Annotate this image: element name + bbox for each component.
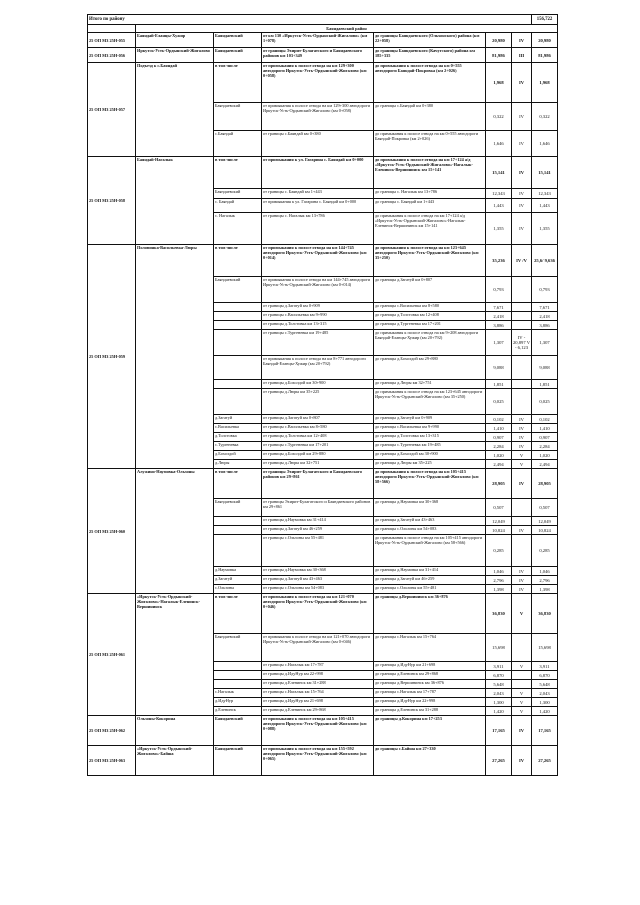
to-cell: до границы д.Толстовка км 12+408 [374,312,486,321]
category-cell: IV /V [512,245,532,277]
length-cell: 28,905 [486,469,512,499]
road-name: «Иркутск-Усть-Ордынский-Жигалово»-Байша [136,746,214,776]
to-cell: до границы Баяндаевского (Качугского) района км 185+335 [374,48,486,63]
category-cell: IV [512,567,532,576]
length-total-cell: 36,830 [532,594,558,634]
length-total-cell: 3,911 [532,662,558,671]
to-cell: до примыкания к полосе отвода на км 105+415 автодороги Иркутск-Усть-Ордынский-Жигалово (км 58+566) [374,469,486,499]
length-total-cell: 1,410 [532,424,558,433]
district-cell [214,526,262,535]
category-cell [512,312,532,321]
length-total-cell: 0,507 [532,499,558,517]
to-cell: до границы д.Вершининск км 36+876 [374,680,486,689]
district-cell: д.ИдуНур [214,698,262,707]
length-total-cell: 5,648 [532,680,558,689]
to-cell: до границы д.Загатуй км 43+463 [374,517,486,526]
category-cell: IV [512,442,532,451]
from-cell: от границы д.Еленинск км 29+868 [262,707,374,716]
category-cell: IV [512,131,532,157]
to-cell: до границы с.Васильевка км 9+990 [374,424,486,433]
to-cell: до границы с. Баяндай км 1+443 [374,199,486,213]
region-title: Баяндаевский район [136,25,558,33]
category-cell: IV [512,199,532,213]
category-cell: IV [512,63,532,103]
district-cell: Баяндаевский [214,103,262,131]
district-cell: с.Тургеневка [214,442,262,451]
from-cell: от примыкания к полосе отвода на км 144+745 автодороги Иркутск-Усть-Ордынский-Жигалово (км 0+014) [262,245,374,277]
from-cell: от границы д.Загатуй км 0+909 [262,303,374,312]
to-cell: до примыкания к полосе отвода на км 123+645 автодороги Иркутск-Усть-Ордынский-Жигалово (км 35+250) [374,389,486,415]
from-cell: от границы с. Нагалык км 13+786 [262,213,374,245]
district-cell: Баяндаевский [214,634,262,662]
district-cell: с.Нагалык [214,689,262,698]
to-cell: до границы д.Еленинск км 29+868 [374,671,486,680]
length-cell: 1,851 [486,380,512,389]
category-cell [512,671,532,680]
road-name: «Иркутск-Усть-Ордынский-Жигалово»-Нагалык-Еленинск-Вершининск [136,594,214,716]
from-cell: от границы Эхирит-Булагатского и Баяндаевского районов км 29+861 [262,499,374,517]
district-cell: д.Бохолдой [214,451,262,460]
road-name: Баяндай-Еланцы-Хужир [136,33,214,48]
to-cell: до границы д.Толстовка км 13+315 [374,433,486,442]
category-cell [512,535,532,567]
length-total-cell: 1,968 [532,63,558,103]
to-cell: до границы д.Наумовка км 31+414 [374,567,486,576]
length-total-cell: 12,343 [532,189,558,199]
to-cell: до примыкания к полосе отвода на км 9+208 автодороги Баяндай-Еланцы-Хужир (км 20+792) [374,330,486,356]
from-cell: от границы д.ИдуНур км 21+698 [262,698,374,707]
length-total-cell: 1,646 [532,131,558,157]
district-cell [214,671,262,680]
road-code: 25 ОП МЗ 25Н-062 [88,716,136,746]
length-total-cell: 28,905 [532,469,558,499]
road-name: Баяндай-Нагалык [136,157,214,245]
length-total-cell: 0,907 [532,433,558,442]
district-cell: с.Васильевка [214,424,262,433]
category-cell: IV [512,33,532,48]
category-cell: V [512,662,532,671]
length-cell: 1,398 [486,585,512,594]
road-name: Ользоны-Кокорина [136,716,214,746]
to-cell: до границы с.Тургеневка км 19+485 [374,442,486,451]
from-cell: от границы д.Люры км 32+751 [262,460,374,469]
to-cell: до границы д.Кокорина км 17+253 [374,716,486,746]
length-total-cell: 2,284 [532,442,558,451]
category-cell: IV [512,716,532,746]
to-cell: до границы с. Нагалык км 13+786 [374,189,486,199]
from-cell: от примыкания к ул. Гагарина с. Баяндай км 0+000 [262,199,374,213]
roads-table [87,14,558,776]
from-cell: от границы д.Толстовка км 12+408 [262,433,374,442]
length-cell: 20,980 [486,33,512,48]
length-total-cell: 20,980 [532,33,558,48]
district-cell: Баяндаевский [214,48,262,63]
length-total-cell: 15,698 [532,634,558,662]
from-cell: от примыкания к полосе отвода на км 129+300 автодороги Иркутск-Усть-Ордынский-Жигалово (км 0+058) [262,63,374,103]
to-cell: до примыкания к полосе отвода на км 0+555 автодороги Баяндай-Покровка (км 2+026) [374,63,486,103]
category-cell: IV [512,103,532,131]
district-cell: д.Люры [214,460,262,469]
to-cell: до границы с.Баяндай км 0+380 [374,103,486,131]
from-cell: от границы с.Ользоны км 55+481 [262,535,374,567]
length-cell: 1,420 [486,707,512,716]
length-total-cell: 2,043 [532,689,558,698]
category-cell: IV [512,746,532,776]
length-total-cell: 2,796 [532,576,558,585]
from-cell: от границы д.Наумовка км 30+368 [262,567,374,576]
to-cell: до границы с.Нагалык км 17+787 [374,689,486,698]
length-total-cell: 0,102 [532,415,558,424]
length-cell: 5,648 [486,680,512,689]
length-cell: 15,698 [486,634,512,662]
from-cell: от границы д.Люры км 35+225 [262,389,374,415]
to-cell: до границы с.Байша км 27+330 [374,746,486,776]
to-cell: до границы д.Загатуй км 0+807 [374,277,486,303]
from-cell: от границы с.Тургеневка км 17+201 [262,442,374,451]
length-total-cell: 1,355 [532,213,558,245]
table-row [88,716,558,746]
road-code: 25 ОП МЗ 25Н-061 [88,594,136,716]
district-cell: с.Ользоны [214,585,262,594]
length-cell: 1,020 [486,451,512,460]
length-cell: 1,410 [486,424,512,433]
from-cell: от границы с.Нагалык км 17+787 [262,662,374,671]
road-name: Иркутск-Усть-Ордынский-Жигалово [136,48,214,63]
district-cell [214,662,262,671]
to-cell: до границы д.Загатуй км 46+259 [374,576,486,585]
road-name: Подъезд к с.Баяндай [136,63,214,157]
table-row [88,48,558,63]
length-total-cell: 9,088 [532,356,558,380]
district-cell [214,517,262,526]
from-cell: от границы Эхирит-Булагатского и Баяндаевского районов км 103+349 [262,48,374,63]
district-cell [214,303,262,312]
category-cell [512,680,532,689]
document-page [87,14,557,776]
to-cell: до примыкания к полосе отвода на км 123+645 автодороги Иркутск-Усть-Ордынский-Жигалово (км 35+250) [374,245,486,277]
length-cell: 27,265 [486,746,512,776]
category-cell: IV [512,469,532,499]
to-cell: до примыкания к полосе отвода на км 17+124 а/д «Иркутск-Усть-Ордынский-Жигалово»-Нагалык-Еленинск-Вершининск км 15+141 [374,157,486,189]
length-cell: 0,507 [486,499,512,517]
category-cell: V [512,594,532,634]
length-cell: 0,285 [486,535,512,567]
district-cell: Баяндаевский [214,746,262,776]
to-cell: до границы д.Тургеневка км 17+201 [374,321,486,330]
to-cell: до границы с.Нагалык км 15+764 [374,634,486,662]
to-cell: до границы д.Люры км 32+751 [374,380,486,389]
category-cell: IV [512,433,532,442]
length-total-cell: 1,020 [532,451,558,460]
length-total-cell: 27,265 [532,746,558,776]
to-cell: до границы д.Наумовка км 30+368 [374,499,486,517]
length-cell: 1,443 [486,199,512,213]
length-cell: 0,102 [486,415,512,424]
table-row [88,746,558,776]
district-cell [214,321,262,330]
from-cell: от примыкания к полосе отвода на км 129+300 автодороги Иркутск-Усть-Ордынский-Жигалово (км 0+058) [262,103,374,131]
length-total-cell: 6,870 [532,671,558,680]
length-cell: 81,986 [486,48,512,63]
length-cell: 1,307 [486,330,512,356]
district-cell [214,330,262,356]
district-cell: д.Загатуй [214,576,262,585]
from-cell: от границы д.Наумовка км 31+414 [262,517,374,526]
district-cell [214,312,262,321]
table-row [88,157,558,189]
length-total-cell: 1,398 [532,585,558,594]
length-cell: 6,870 [486,671,512,680]
from-cell: от примыкания к полосе отвода на км 105+415 автодороги Иркутск-Усть-Ордынский-Жигалово (км 0+088) [262,716,374,746]
length-total-cell: 0,793 [532,277,558,303]
category-cell: V [512,460,532,469]
to-cell: до границы Баяндаевского (Ольхонского) района (км 22+058) [374,33,486,48]
district-cell: в том числе [214,157,262,189]
to-cell: до границы с.Васильевка км 8+580 [374,303,486,312]
table-row [88,469,558,499]
road-code: 25 ОП МЗ 25Н-057 [88,63,136,157]
from-cell: от границы д.Бохолдой км 30+900 [262,380,374,389]
length-total-cell: 3,886 [532,321,558,330]
from-cell: от границы с.Баяндай км 0+380 [262,131,374,157]
district-cell: в том числе [214,245,262,277]
to-cell: до границы с.Ользоны км 54+083 [374,526,486,535]
category-cell: IV [512,576,532,585]
road-code: 25 ОП МЗ 25Н-063 [88,746,136,776]
category-cell [512,634,532,662]
category-cell: IV [512,157,532,189]
category-cell [512,321,532,330]
district-cell: с.Баяндай [214,131,262,157]
table-row [88,63,558,103]
from-cell: от границы д.Толстовка км 13+315 [262,321,374,330]
from-cell: от границы с.Тургеневка км 19+485 [262,330,374,356]
table-row [88,594,558,634]
road-name: Алужино-Наумовка-Ользоны [136,469,214,594]
to-cell: до границы д.Вершининск км 36+876 [374,594,486,634]
category-cell: IV [512,415,532,424]
district-cell [214,356,262,380]
category-cell [512,380,532,389]
total-label: Итого по району [88,15,532,25]
length-total-cell: 2,494 [532,460,558,469]
length-cell: 2,494 [486,460,512,469]
from-cell: от границы с.Ользоны км 54+083 [262,585,374,594]
district-cell: Баяндаевский [214,499,262,517]
district-cell: Баяндаевский [214,33,262,48]
category-cell: V [512,689,532,698]
from-cell: от границы д.Загатуй км 46+259 [262,526,374,535]
from-cell: от границы д.Бохолдой км 29+880 [262,451,374,460]
category-cell [512,303,532,312]
length-total-cell: 1,307 [532,330,558,356]
category-cell: V [512,698,532,707]
length-total-cell: 25,6/ 9,636 [532,245,558,277]
length-cell: 15,141 [486,157,512,189]
district-cell: в том числе [214,594,262,634]
road-code: 25 ОП МЗ 25Н-059 [88,245,136,469]
district-cell: с. Нагалык [214,213,262,245]
to-cell: до границы д.Загатуй км 0+909 [374,415,486,424]
to-cell: до границы д.ИдуНур км 22+998 [374,698,486,707]
district-cell: д.Еленинск [214,707,262,716]
district-cell: Баяндаевский [214,189,262,199]
length-cell: 1,046 [486,567,512,576]
length-cell: 1,646 [486,131,512,157]
length-cell: 2,284 [486,442,512,451]
category-cell: V [512,451,532,460]
from-cell: от границы Эхирит-Булагатского и Баяндаевского районов км 29+861 [262,469,374,499]
road-code: 25 ОП МЗ 25Н-060 [88,469,136,594]
length-total-cell: 0,285 [532,535,558,567]
to-cell: до границы с.Ользоны км 55+481 [374,585,486,594]
from-cell: от примыкания к полосе отвода на км 144+745 автодороги Иркутск-Усть-Ордынский-Жигалово (км 0+014) [262,277,374,303]
category-cell: IV [512,526,532,535]
length-cell: 0,793 [486,277,512,303]
category-cell: IV [512,585,532,594]
length-cell: 12,049 [486,517,512,526]
length-total-cell: 15,141 [532,157,558,189]
district-cell [214,389,262,415]
length-cell: 0,025 [486,389,512,415]
length-total-cell: 1,420 [532,707,558,716]
length-total-cell: 12,049 [532,517,558,526]
from-cell: от примыкания к полосе отвода на км 155+592 автодороги Иркутск-Усть-Ордынский-Жигалово (км 0+065) [262,746,374,776]
from-cell: от примыкания к полосе отвода на км 121+070 автодороги Иркутск-Усть-Ордынский-Жигалово (км 0+046) [262,594,374,634]
length-cell: 36,830 [486,594,512,634]
table-row [88,245,558,277]
district-cell: Баяндаевский [214,277,262,303]
length-total-cell: 10,824 [532,526,558,535]
road-code: 25 ОП МЗ 25Н-056 [88,48,136,63]
category-cell: III [512,48,532,63]
from-cell: от примыкания к полосе отвода на км 8+771 автодороги Баяндай-Еланцы-Хужир (км 20+792) [262,356,374,380]
length-cell: 2,043 [486,689,512,698]
length-cell: 0,322 [486,103,512,131]
length-total-cell: 17,165 [532,716,558,746]
to-cell: до примыкания к полосе отвода на км 0+555 автодороги Баяндай-Покровка (км 2+026) [374,131,486,157]
table-row [88,33,558,48]
length-cell: 1,355 [486,213,512,245]
category-cell: IV - 20,897 V - 6,123 [512,330,532,356]
category-cell: V [512,707,532,716]
district-cell: в том числе [214,469,262,499]
to-cell: до примыкания к полосе отвода на км 105+415 автодороги Иркутск-Усть-Ордынский-Жигалово (км 58+566) [374,535,486,567]
length-cell: 12,343 [486,189,512,199]
length-total-cell: 0,322 [532,103,558,131]
district-cell: д.Толстовка [214,433,262,442]
to-cell: до границы д.Бохолдой км 29+880 [374,356,486,380]
region-row [88,25,558,33]
from-cell: от границы с.Васильевка км 8+580 [262,424,374,433]
length-total-cell: 0,025 [532,389,558,415]
category-cell: IV [512,213,532,245]
total-row [88,15,558,25]
category-cell: IV [512,424,532,433]
from-cell: от км 130 «Иркутск-Усть-Ордынский-Жигалово» (км 1+078) [262,33,374,48]
district-cell: д.Наумовка [214,567,262,576]
to-cell: до границы д.Еленинск км 31+288 [374,707,486,716]
district-cell [214,680,262,689]
district-cell: с. Баяндай [214,199,262,213]
to-cell: до примыкания к полосе отвода на км 17+124 а/д «Иркутск-Усть-Ордынский-Жигалово»-Нагалык-Еленинск-Вершининск км 15+141 [374,213,486,245]
length-cell: 3,886 [486,321,512,330]
from-cell: от границы с.Нагалык км 15+764 [262,689,374,698]
length-cell: 2,796 [486,576,512,585]
category-cell [512,499,532,517]
length-cell: 17,165 [486,716,512,746]
length-cell: 9,088 [486,356,512,380]
length-cell: 10,824 [486,526,512,535]
length-cell: 3,911 [486,662,512,671]
length-total-cell: 1,300 [532,698,558,707]
district-cell: Баяндаевский [214,716,262,746]
to-cell: до границы д.Бохолдой км 30+900 [374,451,486,460]
length-total-cell: 81,986 [532,48,558,63]
from-cell: от границы с.Васильевка км 9+990 [262,312,374,321]
from-cell: от границы д.ИдуНур км 22+998 [262,671,374,680]
from-cell: от границы д.Еленинск км 31+288 [262,680,374,689]
from-cell: от границы д.Загатуй км 43+463 [262,576,374,585]
district-cell [214,380,262,389]
total-value: 156,722 [532,15,558,25]
category-cell: IV [512,189,532,199]
from-cell: от примыкания к полосе отвода на км 121+070 автодороги Иркутск-Усть-Ордынский-Жигалово (км 0+046) [262,634,374,662]
district-cell: д.Загатуй [214,415,262,424]
district-cell [214,535,262,567]
length-total-cell: 1,046 [532,567,558,576]
length-cell: 7,671 [486,303,512,312]
length-cell: 0,907 [486,433,512,442]
length-total-cell: 1,443 [532,199,558,213]
length-total-cell: 7,671 [532,303,558,312]
from-cell: от примыкания к ул. Гагарина с. Баяндай км 0+000 [262,157,374,189]
category-cell [512,389,532,415]
to-cell: до границы д.ИдуНур км 21+698 [374,662,486,671]
length-cell: 1,300 [486,698,512,707]
category-cell [512,356,532,380]
road-code: 25 ОП МЗ 25Н-058 [88,157,136,245]
length-total-cell: 1,851 [532,380,558,389]
length-cell: 35,236 [486,245,512,277]
length-total-cell: 2,418 [532,312,558,321]
to-cell: до границы д.Люры км 35+225 [374,460,486,469]
road-name: Половинка-Васильевка-Люры [136,245,214,469]
category-cell [512,517,532,526]
category-cell [512,277,532,303]
length-cell: 2,418 [486,312,512,321]
road-code: 25 ОП МЗ 25Н-055 [88,33,136,48]
from-cell: от границы с. Баяндай км 1+443 [262,189,374,199]
length-cell: 1,968 [486,63,512,103]
from-cell: от границы д.Загатуй км 0+807 [262,415,374,424]
district-cell: в том числе [214,63,262,103]
